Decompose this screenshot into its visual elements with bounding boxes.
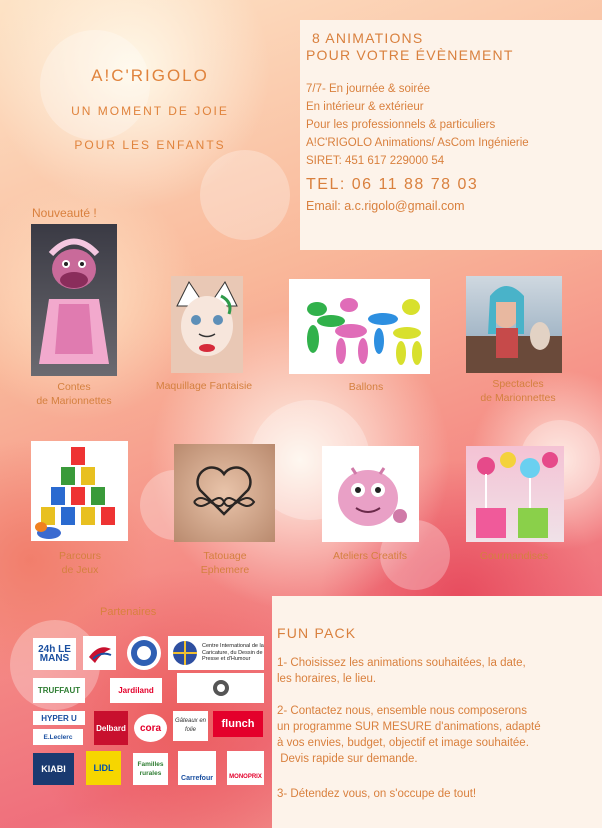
fun-pack-step: à vos envies, budget, objectif et image souhaitée. [277,737,529,749]
partner-logo-hyper-u[interactable]: HYPER U [33,711,85,725]
partner-logo[interactable] [177,673,264,703]
new-badge: Nouveauté ! [32,206,97,220]
cans-game-image [31,441,128,541]
info-line: A!C'RIGOLO Animations/ AsCom Ingénierie [306,137,529,149]
partner-logo-lidl[interactable]: LIDL [86,751,121,785]
animation-label: de Marionnettes [480,392,556,404]
animation-label: Gourmandises [479,550,549,562]
bird-emblem-icon [87,641,113,665]
balloon-animals-image [289,279,430,374]
partner-logo-kiabi[interactable]: KIABI [33,753,74,785]
animation-label: Ateliers Creatifs [332,550,408,562]
partner-logo[interactable] [83,636,116,670]
puppet-show-image [466,276,562,373]
email-address[interactable]: Email: a.c.rigolo@gmail.com [306,199,465,213]
animation-label: de Marionnettes [36,395,112,407]
partner-logo-flunch[interactable]: flunch [213,711,263,737]
info-title [306,30,514,64]
brand-tagline: UN MOMENT DE JOIE [71,104,229,118]
globe-icon [170,638,200,668]
fun-pack-step: Devis rapide sur demande. [277,753,418,765]
animation-label: Contes [57,381,91,393]
partner-logo-cora[interactable]: cora [134,714,167,742]
craft-monster-image [322,446,419,542]
fun-pack-step: un programme SUR MESURE d'animations, adapté [277,721,541,733]
fun-pack-step: 2- Contactez nous, ensemble nous composerons [277,705,527,717]
partner-logo-delbard[interactable]: Delbard [94,711,128,745]
animation-label: de Jeux [61,564,99,576]
animation-label: Ephemere [200,564,250,576]
info-line: En intérieur & extérieur [306,101,424,113]
partner-logo-jardiland[interactable]: Jardiland [110,678,162,703]
candy-image [466,446,564,542]
partner-logo-caricature[interactable] [168,636,264,670]
partner-logo-carrefour[interactable]: Carrefour [178,751,216,785]
circle-emblem-icon [129,638,159,668]
partner-logo-truffaut[interactable]: TRUFFAUT [33,678,85,703]
animation-label: Parcours [58,550,101,562]
fun-pack-title: FUN PACK [277,625,357,641]
animation-label: Spectacles [492,378,544,390]
fun-pack-step: les horaires, le lieu. [277,673,377,685]
partner-logo-leclerc[interactable]: E.Leclerc [33,729,83,745]
info-title-line: POUR VOTRE ÉVÈNEMENT [306,47,514,63]
partner-logo-familles-rurales[interactable]: Familles rurales [133,753,168,785]
partner-logo[interactable] [127,636,161,670]
animation-label: Ballons [348,381,384,393]
brand-tagline: POUR LES ENFANTS [74,138,226,152]
info-title-line: 8 ANIMATIONS [312,30,424,46]
marionette-image [31,224,117,376]
tattoo-image [174,444,275,542]
animation-label: Tatouage [203,550,247,562]
partner-logo-monoprix[interactable]: MONOPRIX [227,751,264,785]
fun-pack-step: 1- Choisissez les animations souhaitées, la date, [277,657,526,669]
phone-number[interactable]: TEL: 06 11 88 78 03 [306,176,479,193]
face-paint-image [171,276,243,373]
bokeh-bubble [200,150,290,240]
info-line: Pour les professionnels & particuliers [306,119,496,131]
brand-name: A!C'RIGOLO [91,66,209,85]
partners-title: Partenaires [100,606,157,618]
fun-pack-step: 3- Détendez vous, on s'occupe de tout! [277,788,477,800]
info-line: SIRET: 451 617 229000 54 [306,155,445,167]
partner-logo-text: Centre International de la Caricature, du Dessin de Presse et d'Humour [202,643,264,663]
partner-logo-24h-le-mans[interactable]: 24h LE MANS [33,638,76,670]
partner-logo-gateaux[interactable]: Gâteaux en folie [173,711,208,741]
info-line: 7/7- En journée & soirée [306,83,431,95]
badge-icon [211,678,231,698]
animation-label: Maquillage Fantaisie [155,380,253,392]
